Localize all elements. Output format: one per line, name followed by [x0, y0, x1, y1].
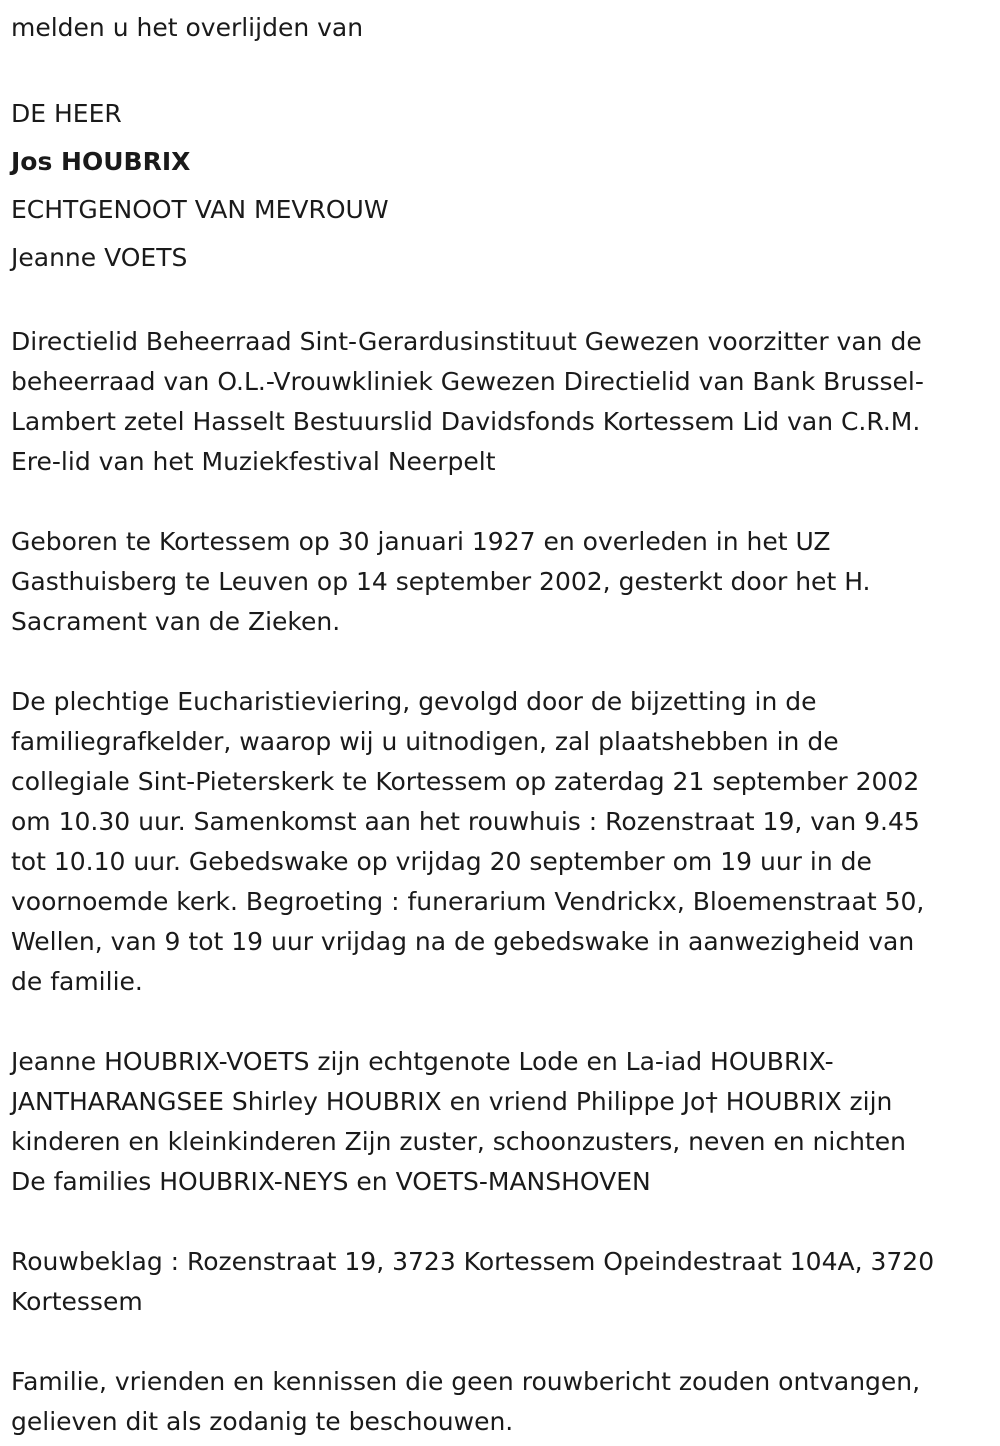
intro-line: melden u het overlijden van — [11, 13, 364, 42]
birth-death-paragraph — [11, 522, 988, 642]
spacer — [11, 48, 988, 90]
spacer — [11, 1002, 988, 1042]
ceremony-line: de familie. — [11, 967, 143, 996]
condolence-address-line: Kortessem — [11, 1287, 143, 1316]
functions-line: Directielid Beheerraad Sint-Gerardusinstituut Gewezen voorzitter van de — [11, 327, 922, 356]
ceremony-line: De plechtige Eucharistieviering, gevolgd door de bijzetting in de — [11, 687, 817, 716]
family-paragraph — [11, 1042, 988, 1202]
deceased-name: Jos HOUBRIX — [11, 147, 191, 176]
spacer — [11, 642, 988, 682]
functions-line: beheerraad van O.L.-Vrouwkliniek Gewezen Directielid van Bank Brussel- — [11, 367, 924, 396]
ceremony-line: collegiale Sint-Pieterskerk te Kortessem op zaterdag 21 september 2002 — [11, 767, 920, 796]
family-line: JANTHARANGSEE Shirley HOUBRIX en vriend Philippe Jo† HOUBRIX zijn — [11, 1087, 893, 1116]
intro-text — [11, 8, 988, 48]
closing-line: gelieven dit als zodanig te beschouwen. — [11, 1407, 514, 1436]
birth-death-line: Gasthuisberg te Leuven op 14 september 2002, gesterkt door het H. — [11, 567, 871, 596]
deceased-title: DE HEER — [11, 99, 122, 128]
family-line: kinderen en kleinkinderen Zijn zuster, schoonzusters, neven en nichten — [11, 1127, 906, 1156]
spacer — [11, 282, 988, 322]
family-line: Jeanne HOUBRIX-VOETS zijn echtgenote Lode en La-iad HOUBRIX- — [11, 1047, 834, 1076]
ceremony-paragraph — [11, 682, 988, 1002]
family-line: De families HOUBRIX-NEYS en VOETS-MANSHOVEN — [11, 1167, 651, 1196]
spacer — [11, 1322, 988, 1362]
functions-line: Lambert zetel Hasselt Bestuurslid Davidsfonds Kortessem Lid van C.R.M. — [11, 407, 921, 436]
ceremony-line: familiegrafkelder, waarop wij u uitnodigen, zal plaatshebben in de — [11, 727, 839, 756]
ceremony-line: voornoemde kerk. Begroeting : funerarium Vendrickx, Bloemenstraat 50, — [11, 887, 925, 916]
condolence-address-paragraph — [11, 1242, 988, 1322]
closing-paragraph — [11, 1362, 988, 1442]
functions-paragraph — [11, 322, 988, 482]
ceremony-line: Wellen, van 9 tot 19 uur vrijdag na de gebedswake in aanwezigheid van — [11, 927, 915, 956]
birth-death-line: Sacrament van de Zieken. — [11, 607, 341, 636]
closing-line: Familie, vrienden en kennissen die geen rouwbericht zouden ontvangen, — [11, 1367, 921, 1396]
spacer — [11, 482, 988, 522]
birth-death-line: Geboren te Kortessem op 30 januari 1927 en overleden in het UZ — [11, 527, 831, 556]
functions-line: Ere-lid van het Muziekfestival Neerpelt — [11, 447, 496, 476]
condolence-address-line: Rouwbeklag : Rozenstraat 19, 3723 Kortessem Opeindestraat 104A, 3720 — [11, 1247, 935, 1276]
spouse-label: ECHTGENOOT VAN MEVROUW — [11, 195, 389, 224]
deceased-header — [11, 90, 988, 282]
spacer — [11, 1202, 988, 1242]
spouse-name: Jeanne VOETS — [11, 243, 188, 272]
ceremony-line: om 10.30 uur. Samenkomst aan het rouwhuis : Rozenstraat 19, van 9.45 — [11, 807, 920, 836]
ceremony-line: tot 10.10 uur. Gebedswake op vrijdag 20 september om 19 uur in de — [11, 847, 872, 876]
